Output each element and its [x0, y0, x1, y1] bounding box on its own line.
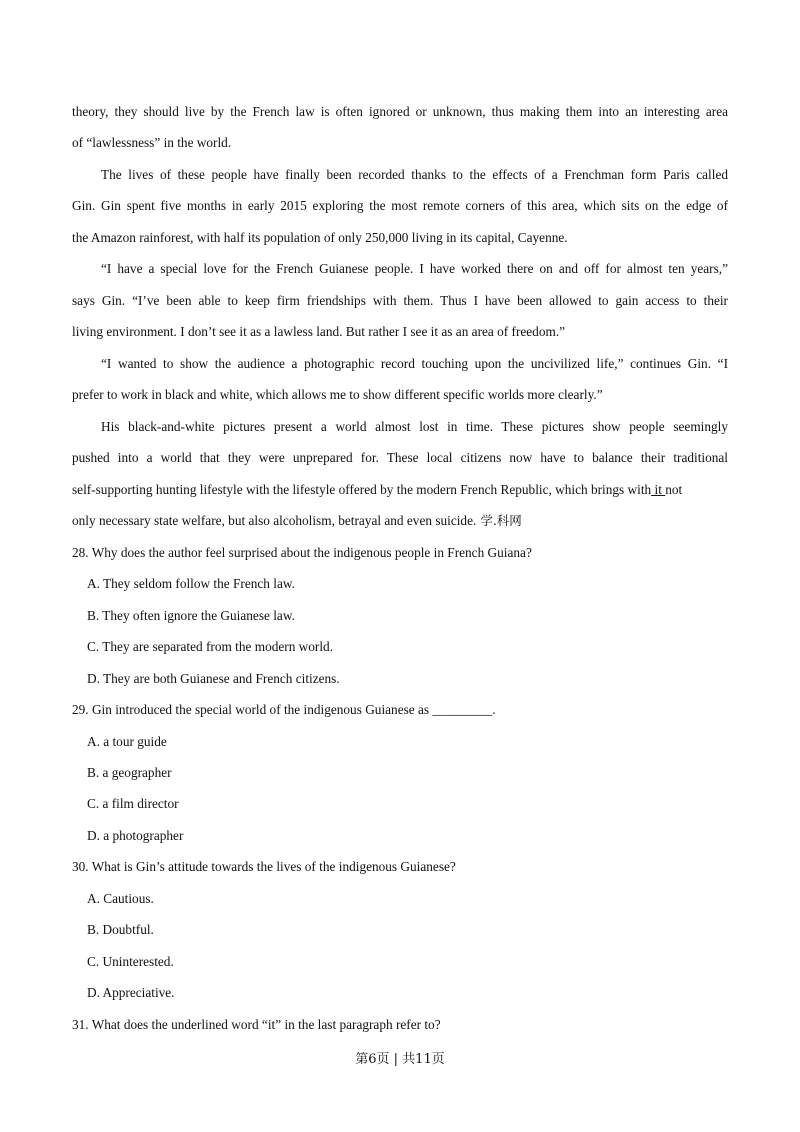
passage-line: “I have a special love for the French Guianese people. I have worked there on and off for almost ten years,” — [101, 261, 728, 276]
question-option: B. They often ignore the Guianese law. — [87, 608, 295, 623]
question-option: B. Doubtful. — [87, 922, 154, 937]
question-stem: 29. Gin introduced the special world of the indigenous Guianese as _________. — [72, 702, 496, 717]
passage-text: self-supporting hunting lifestyle with the lifestyle offered by the modern French Republic, which brings with — [72, 482, 652, 497]
question-option: D. Appreciative. — [87, 985, 175, 1000]
passage-line — [72, 512, 728, 530]
passage-line: of “lawlessness” in the world. — [72, 135, 232, 150]
question-stem: 31. What does the underlined word “it” in the last paragraph refer to? — [72, 1017, 441, 1032]
passage-text: only necessary state welfare, but also alcoholism, betrayal and even suicide. — [72, 513, 477, 528]
passage-line: theory, they should live by the French law is often ignored or unknown, thus making them into an interesting area — [72, 104, 728, 119]
question-option: D. They are both Guianese and French citizens. — [87, 671, 340, 686]
passage-line: living environment. I don’t see it as a lawless land. But rather I see it as an area of freedom.” — [72, 324, 566, 339]
watermark: 学.科网 — [480, 513, 522, 528]
page-footer: 第6页 | 共11页 — [355, 1052, 445, 1067]
question-option: D. a photographer — [87, 828, 184, 843]
question-option: C. Uninterested. — [87, 954, 174, 969]
passage-line: His black-and-white pictures present a world almost lost in time. These pictures show people seemingly — [101, 419, 728, 434]
passage-line: “I wanted to show the audience a photographic record touching upon the uncivilized life,” continues Gin. “I — [101, 356, 728, 371]
passage-text: not — [665, 482, 683, 497]
question-option: C. They are separated from the modern world. — [87, 639, 334, 654]
passage-line: prefer to work in black and white, which allows me to show different specific worlds more clearly.” — [72, 387, 603, 402]
question-option: C. a film director — [87, 796, 179, 811]
question-stem: 30. What is Gin’s attitude towards the lives of the indigenous Guianese? — [72, 859, 456, 874]
passage-line: pushed into a world that they were unprepared for. These local citizens now have to balance their traditional — [72, 450, 728, 465]
underlined-word-it: it — [651, 482, 666, 497]
passage-line — [72, 481, 728, 499]
question-option: A. a tour guide — [87, 734, 167, 749]
question-option: A. They seldom follow the French law. — [87, 576, 295, 591]
passage-line: The lives of these people have finally been recorded thanks to the effects of a Frenchman form Paris called — [101, 167, 728, 182]
passage-line: says Gin. “I’ve been able to keep firm friendships with them. Thus I have been allowed to gain access to their — [72, 293, 728, 308]
passage-line: Gin. Gin spent five months in early 2015 exploring the most remote corners of this area, which sits on the edge of — [72, 198, 728, 213]
question-stem: 28. Why does the author feel surprised about the indigenous people in French Guiana? — [72, 545, 532, 560]
question-option: A. Cautious. — [87, 891, 154, 906]
passage-line: the Amazon rainforest, with half its population of only 250,000 living in its capital, Cayenne. — [72, 230, 568, 245]
question-option: B. a geographer — [87, 765, 172, 780]
